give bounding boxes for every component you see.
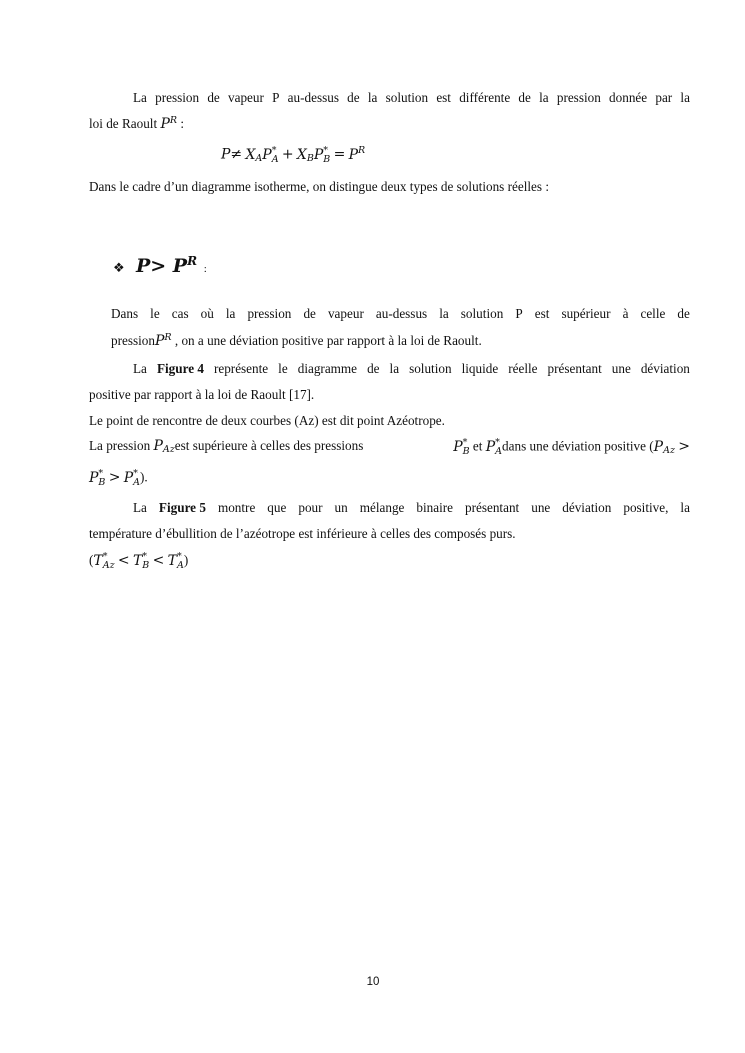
- word: solution: [385, 90, 429, 105]
- word: une: [531, 500, 551, 515]
- word: vapeur: [228, 90, 264, 105]
- word: solution: [409, 361, 452, 376]
- colon: :: [180, 116, 184, 131]
- word: déviation: [562, 500, 612, 515]
- word: est: [436, 90, 451, 105]
- word: de: [677, 306, 690, 321]
- word: celle: [640, 306, 666, 321]
- word: différente: [459, 90, 511, 105]
- word: pression: [247, 306, 292, 321]
- word: la: [389, 361, 400, 376]
- word: pour: [298, 500, 323, 515]
- word: P: [515, 306, 523, 321]
- word: à: [622, 306, 629, 321]
- paragraph-7-line-2: température d’ébullition de l’azéotrope est inférieure à celles des composés purs.: [89, 526, 516, 541]
- paragraph-3-line-2: pressionP$^R$ , on a une déviation positive par rapport à la loi de Raoult.: [111, 331, 482, 349]
- paragraph-7-line-1: La Figure 5 montre que pour un mélange binaire présentant une déviation positive, la: [133, 500, 690, 515]
- word: une: [611, 361, 631, 376]
- word: de: [207, 90, 220, 105]
- paragraph-4-line-1: La Figure 4 représente le diagramme de la solution liquide réelle présentant une déviation: [133, 361, 690, 376]
- word: la: [439, 306, 449, 321]
- word: au-dessus: [375, 306, 428, 321]
- word: déviation: [640, 361, 690, 376]
- word: présentant: [465, 500, 520, 515]
- word: montre: [217, 500, 256, 515]
- paragraph-2: Dans le cadre d’un diagramme isotherme, on distingue deux types de solutions réelles :: [89, 179, 549, 194]
- paragraph-1-line-2: [89, 114, 184, 132]
- word: de: [367, 361, 380, 376]
- word: au-dessus: [287, 90, 339, 105]
- boiling-temperature-inequality: (T * Az < T * B < T * A ): [89, 551, 189, 571]
- word: mélange: [359, 500, 405, 515]
- word: la: [680, 90, 690, 105]
- word: P: [272, 90, 280, 105]
- word: où: [200, 306, 214, 321]
- diamond-bullet-icon: ❖: [113, 261, 125, 276]
- word: le: [278, 361, 288, 376]
- page-number: 10: [366, 976, 380, 988]
- word: donnée: [609, 90, 648, 105]
- word: par: [655, 90, 673, 105]
- word: diagramme: [297, 361, 358, 376]
- word: la: [680, 500, 690, 515]
- word: présentant: [547, 361, 602, 376]
- word: pression: [556, 90, 601, 105]
- raoult-pressure-symbol: $P^R$: [160, 114, 178, 132]
- paragraph-3-line-1: [111, 307, 690, 320]
- word: cas: [171, 306, 189, 321]
- raoult-text: loi de Raoult: [89, 116, 158, 131]
- figure-5-reference: Figure 5: [158, 500, 206, 515]
- word: la: [225, 306, 236, 321]
- word: positive,: [623, 500, 669, 515]
- section-heading: ❖ $P> P^R$ :: [113, 254, 207, 277]
- word: vapeur: [327, 306, 364, 321]
- word: Dans: [111, 306, 139, 321]
- word: de: [347, 90, 360, 105]
- word: solution: [460, 306, 504, 321]
- word: le: [150, 306, 160, 321]
- paragraph-6-line-2: P * B > P * A ).: [89, 468, 148, 488]
- paragraph-4-line-2: positive par rapport à la loi de Raoult [17].: [89, 387, 315, 402]
- figure-4-reference: Figure 4: [156, 361, 204, 376]
- word: la: [367, 90, 378, 105]
- paragraph-6-line-1: La pression $P_{Az}est$ supérieure à celles des pressions P * B et P * A dans une déviation positive ($P_{Az}$ >: [89, 437, 690, 457]
- word: binaire: [416, 500, 454, 515]
- word: pression: [155, 90, 200, 105]
- word: liquide: [461, 361, 499, 376]
- word: un: [334, 500, 348, 515]
- word: est: [534, 306, 550, 321]
- word: réelle: [508, 361, 538, 376]
- word: la: [539, 90, 549, 105]
- paragraph-1-line-1: [133, 91, 690, 104]
- raoult-equation: $P\ne X_AP$ * A + $X_BP$ * B = $P^R$: [221, 145, 366, 165]
- word: que: [267, 500, 287, 515]
- paragraph-5: Le point de rencontre de deux courbes (Az) est dit point Azéotrope.: [89, 413, 445, 428]
- word: supérieur: [561, 306, 611, 321]
- word: de: [303, 306, 316, 321]
- word: La: [133, 90, 147, 105]
- word: représente: [213, 361, 269, 376]
- word: de: [518, 90, 531, 105]
